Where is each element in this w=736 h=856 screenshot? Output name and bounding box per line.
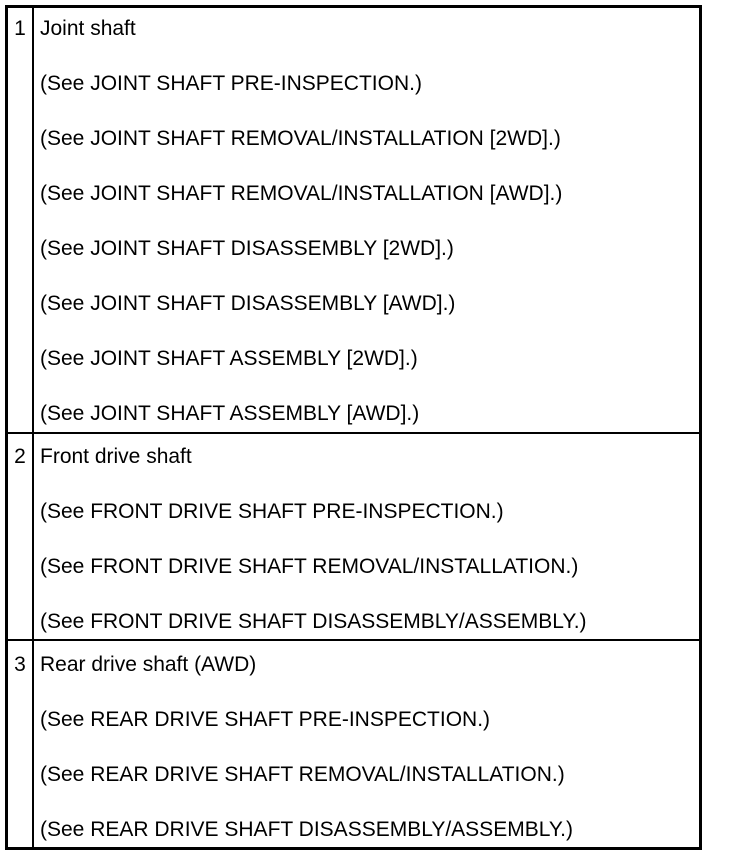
reference-link[interactable]: (See JOINT SHAFT PRE-INSPECTION.): [40, 72, 422, 95]
reference-link[interactable]: (See FRONT DRIVE SHAFT REMOVAL/INSTALLATION.): [40, 555, 579, 578]
reference-link[interactable]: (See JOINT SHAFT DISASSEMBLY [AWD].): [40, 292, 456, 315]
reference-link[interactable]: (See REAR DRIVE SHAFT DISASSEMBLY/ASSEMBLY.): [40, 818, 573, 841]
row-number: 3: [14, 653, 26, 676]
reference-link[interactable]: (See REAR DRIVE SHAFT PRE-INSPECTION.): [40, 708, 491, 731]
row-number: 2: [14, 445, 26, 468]
row-number-cell: [8, 8, 34, 432]
row-title: Joint shaft: [40, 17, 136, 40]
table-row: [8, 432, 699, 641]
reference-link[interactable]: (See JOINT SHAFT DISASSEMBLY [2WD].): [40, 237, 454, 260]
reference-link[interactable]: (See JOINT SHAFT ASSEMBLY [AWD].): [40, 402, 420, 425]
reference-link[interactable]: (See FRONT DRIVE SHAFT DISASSEMBLY/ASSEMBLY.): [40, 610, 587, 633]
reference-link[interactable]: (See REAR DRIVE SHAFT REMOVAL/INSTALLATION.): [40, 763, 565, 786]
reference-link[interactable]: (See FRONT DRIVE SHAFT PRE-INSPECTION.): [40, 500, 504, 523]
row-number: 1: [14, 17, 26, 40]
reference-link[interactable]: (See JOINT SHAFT ASSEMBLY [2WD].): [40, 347, 418, 370]
reference-link[interactable]: (See JOINT SHAFT REMOVAL/INSTALLATION [AWD].): [40, 182, 563, 205]
reference-table: [5, 5, 702, 850]
row-title: Front drive shaft: [40, 445, 192, 468]
reference-link[interactable]: (See JOINT SHAFT REMOVAL/INSTALLATION [2WD].): [40, 127, 561, 150]
table-row: [8, 639, 699, 849]
table-row: [8, 8, 699, 432]
row-title: Rear drive shaft (AWD): [40, 653, 257, 676]
